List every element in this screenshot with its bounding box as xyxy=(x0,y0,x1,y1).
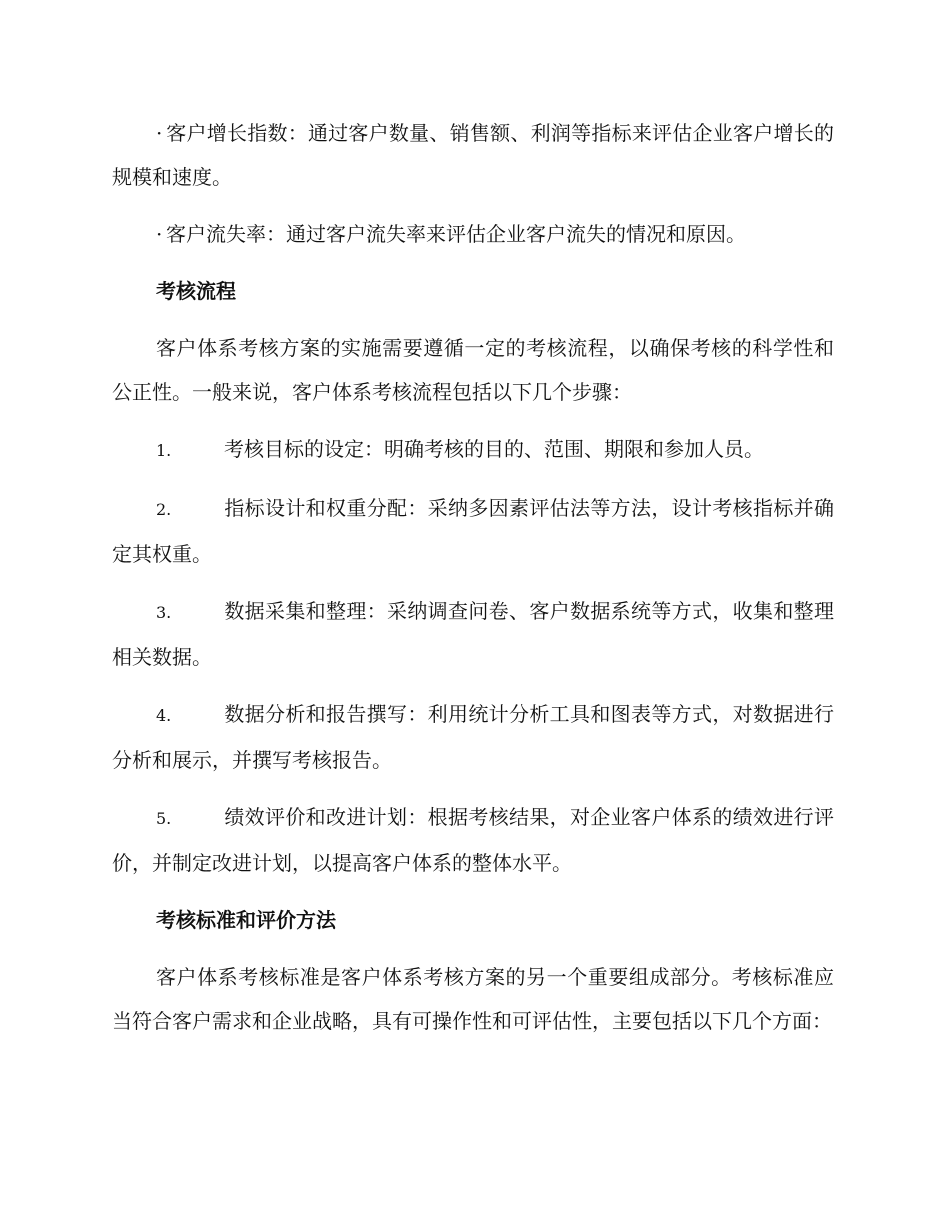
numbered-step-2 xyxy=(112,486,834,576)
document-body xyxy=(112,111,834,1056)
step-number: 3. xyxy=(156,603,172,622)
bullet-text: 客户流失率：通过客户流失率来评估企业客户流失的情况和原因。 xyxy=(166,222,746,246)
bullet-customer-growth-index xyxy=(112,111,834,199)
numbered-step-3 xyxy=(112,589,834,679)
section-heading-assessment-process: 考核流程 xyxy=(156,279,236,303)
numbered-step-1 xyxy=(112,427,834,473)
step-number: 4. xyxy=(156,706,172,725)
step-text: 指标设计和权重分配：采纳多因素评估法等方法，设计考核指标并确定其权重。 xyxy=(112,496,834,566)
numbered-step-5 xyxy=(112,795,834,885)
step-text: 数据分析和报告撰写：利用统计分析工具和图表等方式，对数据进行分析和展示，并撰写考核报告。 xyxy=(112,702,834,772)
numbered-step-4 xyxy=(112,692,834,782)
step-text: 数据采集和整理：采纳调查问卷、客户数据系统等方式，收集和整理相关数据。 xyxy=(112,599,834,669)
paragraph-process-intro: 客户体系考核方案的实施需要遵循一定的考核流程，以确保考核的科学性和公正性。一般来说，客户体系考核流程包括以下几个步骤： xyxy=(112,336,834,404)
bullet-dot: · xyxy=(156,222,163,246)
bullet-dot: · xyxy=(156,121,163,145)
bullet-customer-churn-rate xyxy=(112,212,834,256)
step-number: 1. xyxy=(156,441,172,460)
step-text: 绩效评价和改进计划：根据考核结果，对企业客户体系的绩效进行评价，并制定改进计划，以提高客户体系的整体水平。 xyxy=(112,805,834,875)
bullet-text: 客户增长指数：通过客户数量、销售额、利润等指标来评估企业客户增长的规模和速度。 xyxy=(112,121,834,189)
step-text: 考核目标的设定：明确考核的目的、范围、期限和参加人员。 xyxy=(224,437,764,461)
step-number: 5. xyxy=(156,809,172,828)
step-number: 2. xyxy=(156,500,172,519)
section-heading-standards-methods: 考核标准和评价方法 xyxy=(156,908,336,932)
paragraph-standards-intro: 客户体系考核标准是客户体系考核方案的另一个重要组成部分。考核标准应当符合客户需求和企业战略，具有可操作性和可评估性，主要包括以下几个方面： xyxy=(112,965,834,1033)
